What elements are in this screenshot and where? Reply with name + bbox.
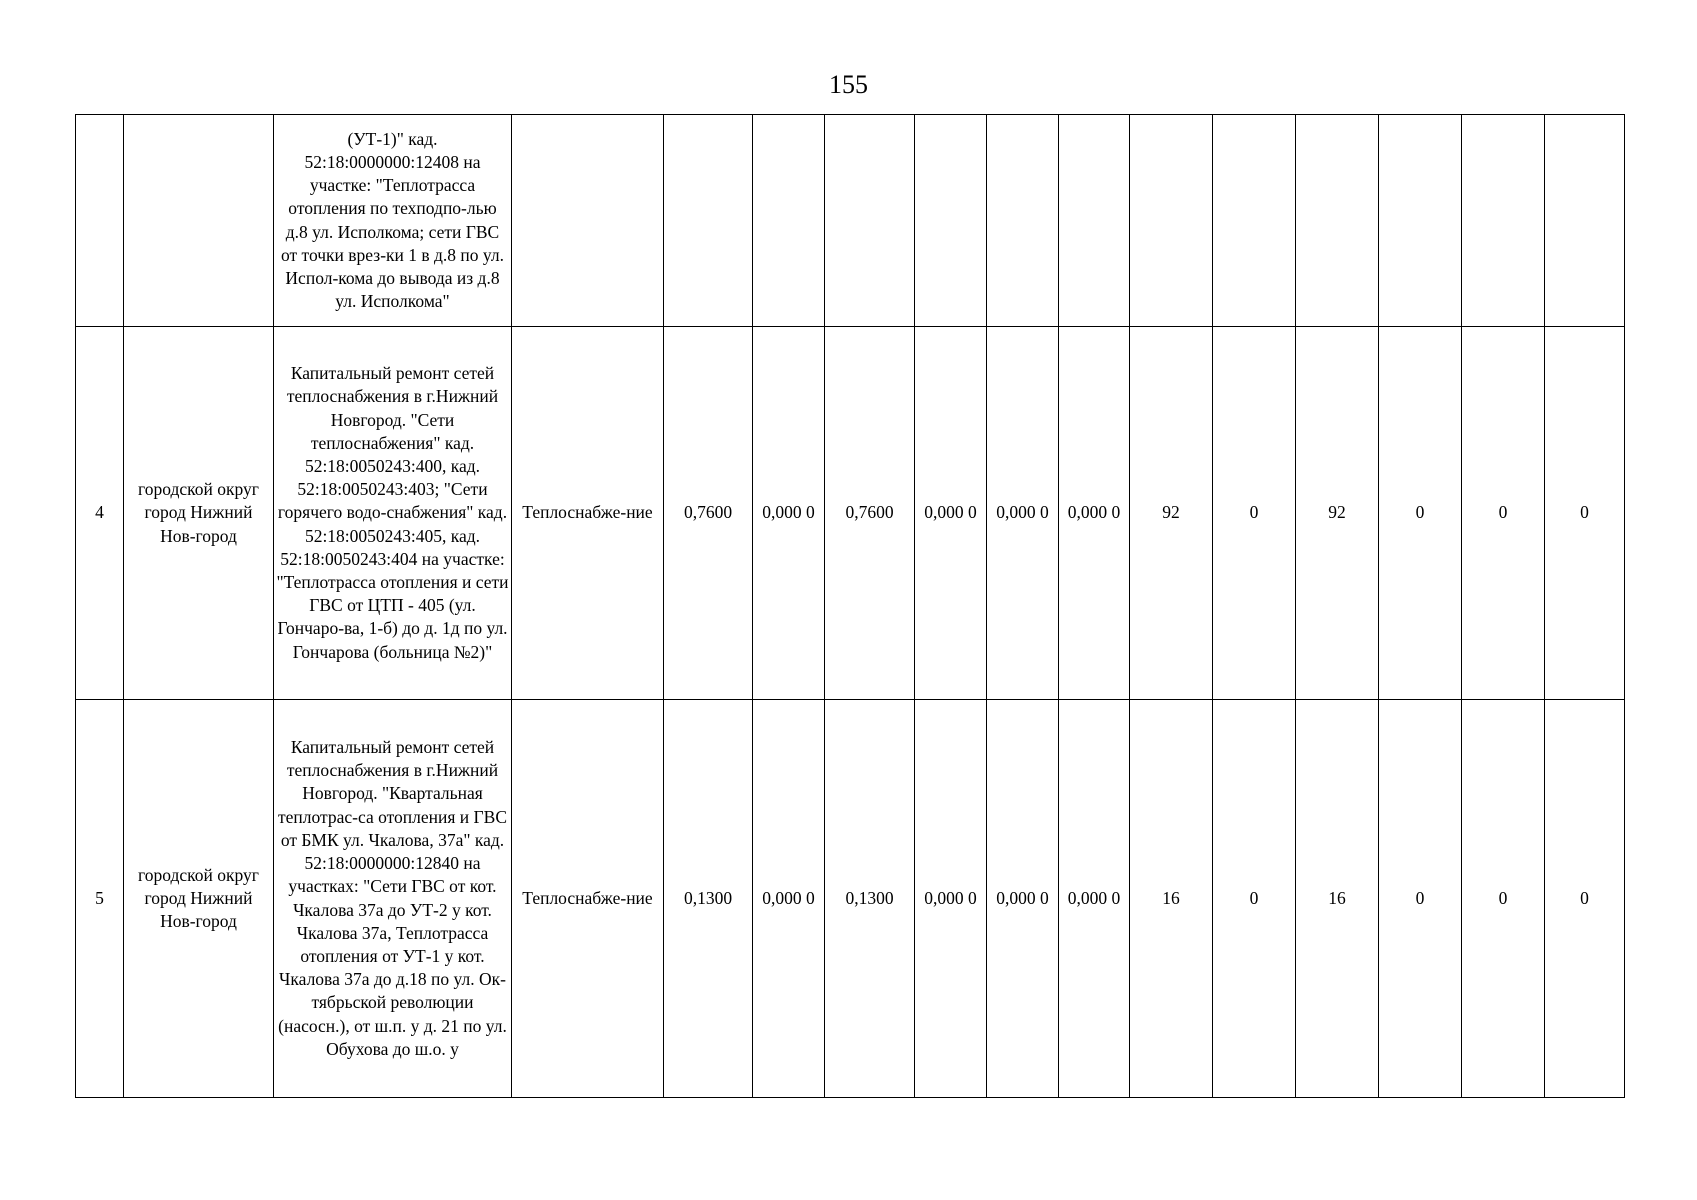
value-cell: 0,000 0: [915, 700, 987, 1098]
value-cell: 0: [1545, 327, 1625, 700]
value-cell: 0: [1545, 700, 1625, 1098]
value-cell: 92: [1130, 327, 1213, 700]
value-cell: [987, 115, 1059, 327]
value-cell: [753, 115, 825, 327]
page-number: 155: [829, 70, 868, 99]
value-cell: [1379, 115, 1462, 327]
municipality-cell: городской округ город Нижний Нов-город: [124, 327, 274, 700]
value-cell: [1213, 115, 1296, 327]
value-cell: 0,1300: [825, 700, 915, 1098]
value-cell: 0,000 0: [987, 327, 1059, 700]
value-cell: 0: [1213, 327, 1296, 700]
value-cell: [1462, 115, 1545, 327]
table-row: [76, 327, 1625, 700]
row-number-cell: [76, 115, 124, 327]
value-cell: 0,000 0: [987, 700, 1059, 1098]
value-cell: [1059, 115, 1130, 327]
value-cell: [1130, 115, 1213, 327]
type-cell: [512, 115, 664, 327]
type-cell: Теплоснабже-ние: [512, 327, 664, 700]
value-cell: 0,7600: [664, 327, 753, 700]
value-cell: 0,000 0: [753, 700, 825, 1098]
value-cell: 0: [1462, 700, 1545, 1098]
value-cell: 0: [1462, 327, 1545, 700]
value-cell: 0,000 0: [915, 327, 987, 700]
value-cell: 0,1300: [664, 700, 753, 1098]
value-cell: 16: [1130, 700, 1213, 1098]
row-number-cell: 4: [76, 327, 124, 700]
value-cell: [664, 115, 753, 327]
table-row: [76, 115, 1625, 327]
value-cell: [825, 115, 915, 327]
value-cell: 0: [1213, 700, 1296, 1098]
description-cell: Капитальный ремонт сетей теплоснабжения в г.Нижний Новгород. "Сети теплоснабжения" кад. 52:18:0050243:400, кад. 52:18:0050243:403; "Сети горячего водо-снабжения" кад. 52:18:0050243:405, кад. 52:18:0050243:404 на участке: "Теплотрасса отопления и сети ГВС от ЦТП - 405 (ул. Гончаро-ва, 1-б) до д. 1д по ул. Гончарова (больница №2)": [274, 327, 512, 700]
value-cell: 0,000 0: [1059, 327, 1130, 700]
table-row: [76, 700, 1625, 1098]
row-number-cell: 5: [76, 700, 124, 1098]
value-cell: [1296, 115, 1379, 327]
type-cell: Теплоснабже-ние: [512, 700, 664, 1098]
value-cell: [915, 115, 987, 327]
value-cell: [1545, 115, 1625, 327]
value-cell: 0,7600: [825, 327, 915, 700]
municipality-cell: [124, 115, 274, 327]
municipality-cell: городской округ город Нижний Нов-город: [124, 700, 274, 1098]
value-cell: 0: [1379, 700, 1462, 1098]
value-cell: 92: [1296, 327, 1379, 700]
value-cell: 0,000 0: [1059, 700, 1130, 1098]
value-cell: 0,000 0: [753, 327, 825, 700]
value-cell: 0: [1379, 327, 1462, 700]
value-cell: 16: [1296, 700, 1379, 1098]
description-cell: Капитальный ремонт сетей теплоснабжения в г.Нижний Новгород. "Квартальная теплотрас-са отопления и ГВС от БМК ул. Чкалова, 37а" кад. 52:18:0000000:12840 на участках: "Сети ГВС от кот. Чкалова 37а до УТ-2 у кот. Чкалова 37а, Теплотрасса отопления от УТ-1 у кот. Чкалова 37а до д.18 по ул. Ок-тябрьской революции (насосн.), от ш.п. у д. 21 по ул. Обухова до ш.о. у: [274, 700, 512, 1098]
data-table: [75, 114, 1625, 1098]
description-cell: (УТ-1)" кад. 52:18:0000000:12408 на участке: "Теплотрасса отопления по техподпо-лью д.8 ул. Исполкома; сети ГВС от точки врез-ки 1 в д.8 по ул. Испол-кома до вывода из д.8 ул. Исполкома": [274, 115, 512, 327]
